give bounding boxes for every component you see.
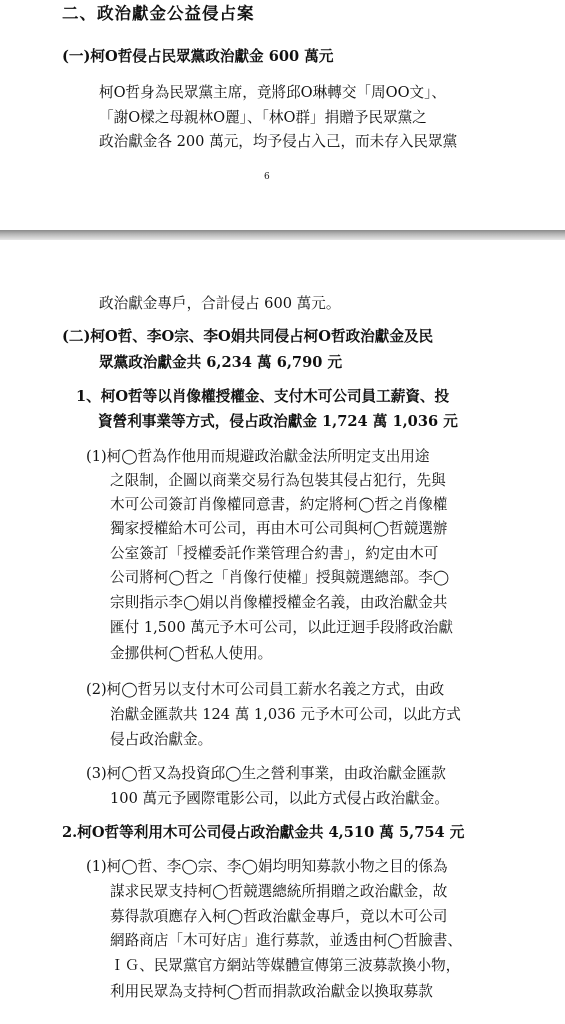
paragraph-line: 利用民眾為支持柯◯哲而捐款政治獻金以換取募款	[110, 983, 433, 1000]
subsection-heading: 眾黨政治獻金共 6,234 萬 6,790 元	[99, 354, 343, 371]
item-heading: 2.柯O哲等利用木可公司侵占政治獻金共 4,510 萬 5,754 元	[62, 824, 465, 841]
paragraph-line: 政治獻金各 200 萬元，均予侵占入己，而未存入民眾黨	[99, 133, 458, 150]
document-page-6	[0, 0, 565, 230]
paragraph-line: 100 萬元予國際電影公司，以此方式侵占政治獻金。	[110, 790, 449, 807]
paragraph-line: (2)柯◯哲另以支付木可公司員工薪水名義之方式，由政	[86, 681, 445, 698]
paragraph-line: 匯付 1,500 萬元予木可公司，以此迂迴手段將政治獻	[110, 619, 453, 636]
paragraph-line: 治獻金匯款共 124 萬 1,036 元予木可公司，以此方式	[110, 706, 461, 723]
subsection-heading: (一)柯O哲侵占民眾黨政治獻金 600 萬元	[62, 48, 334, 65]
paragraph-line: 網路商店「木可好店」進行募款，並透由柯◯哲臉書、	[110, 932, 462, 949]
page-number: 6	[264, 172, 270, 182]
paragraph-line: 宗則指示李◯娟以肖像權授權金名義，由政治獻金共	[110, 594, 448, 611]
paragraph-line: 木可公司簽訂肖像權同意書，約定將柯◯哲之肖像權	[110, 496, 448, 513]
paragraph-line: ＩＧ、民眾黨官方網站等媒體宣傳第三波募款換小物，	[110, 957, 461, 974]
paragraph-line: 謀求民眾支持柯◯哲競選總統所捐贈之政治獻金，故	[110, 883, 448, 900]
paragraph-line: 公司將柯◯哲之「肖像行使權」授與競選總部。李◯	[110, 569, 450, 586]
paragraph-line: 募得款項應存入柯◯哲政治獻金專戶，竟以木可公司	[110, 908, 448, 925]
paragraph-line: (3)柯◯哲又為投資邱◯生之營利事業，由政治獻金匯款	[86, 765, 446, 782]
item-heading: 1、柯O哲等以肖像權授權金、支付木可公司員工薪資、投	[76, 388, 450, 405]
paragraph-line: (1)柯◯哲、李◯宗、李◯娟均明知募款小物之目的係為	[86, 858, 448, 875]
continuation-line: 政治獻金專戶，合計侵占 600 萬元。	[99, 295, 341, 312]
paragraph-line: 「謝O樑之母親林O麗」、「林O群」捐贈予民眾黨之	[99, 109, 427, 126]
paragraph-line: 公室簽訂「授權委託作業管理合約書」，約定由木可	[110, 545, 439, 562]
paragraph-line: (1)柯◯哲為作他用而規避政治獻金法所明定支出用途	[86, 448, 430, 465]
subsection-heading: (二)柯O哲、李O宗、李O娟共同侵占柯O哲政治獻金及民	[62, 328, 434, 345]
paragraph-line: 柯O哲身為民眾黨主席，竟將邱O琳轉交「周OO文」、	[99, 84, 447, 101]
paragraph-line: 金挪供柯◯哲私人使用。	[110, 645, 273, 662]
paragraph-line: 獨家授權給木可公司，再由木可公司與柯◯哲競選辦	[110, 520, 448, 537]
paragraph-line: 之限制，企圖以商業交易行為包裝其侵占犯行，先與	[110, 472, 446, 489]
document-page-7	[0, 240, 565, 1024]
page-separator	[0, 230, 565, 240]
section-heading: 二、政治獻金公益侵占案	[62, 4, 255, 23]
paragraph-line: 侵占政治獻金。	[110, 731, 213, 748]
item-heading: 資營利事業等方式，侵占政治獻金 1,724 萬 1,036 元	[98, 413, 458, 430]
